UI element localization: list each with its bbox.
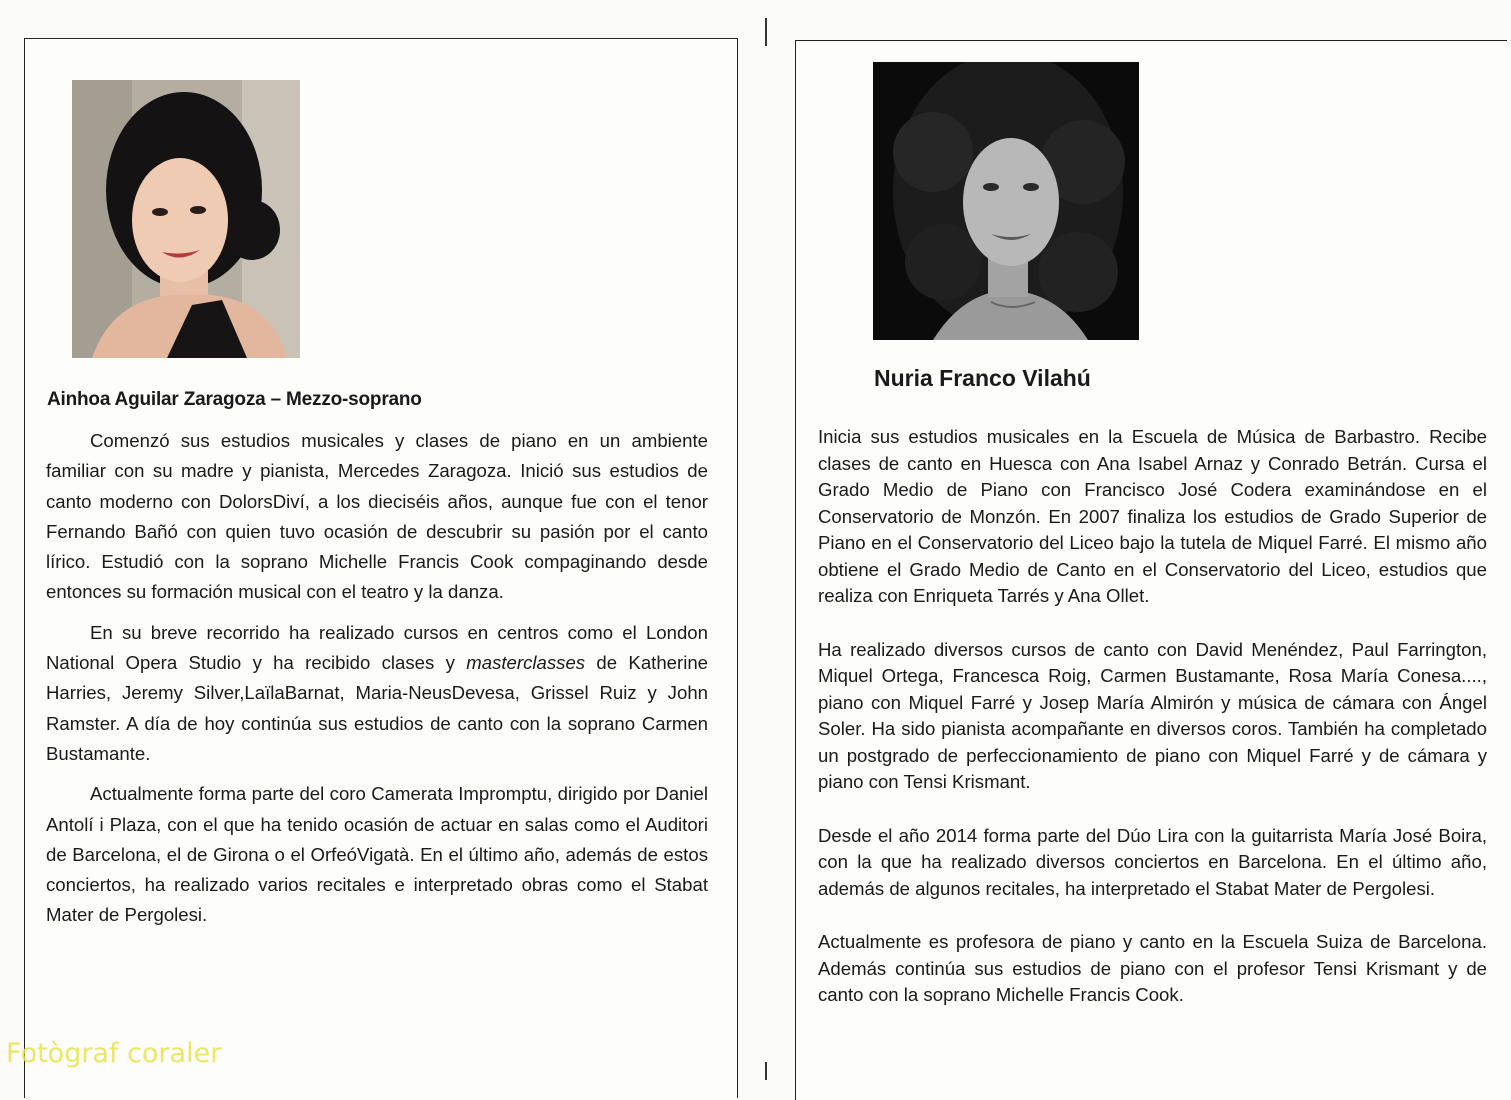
bio-paragraph: Ha realizado diversos cursos de canto con David Menéndez, Paul Farrington, Miquel Ortega, Francesca Roig, Carmen Bustamante, Rosa María Conesa...., piano con Miquel Farré y Josep María Almirón y música de cámara con Ángel Soler. Ha sido pianista acompañante en diversos coros. También ha completado un postgrado de perfeccionamiento de piano con Miquel Farré y de cámara y piano con Tensi Krismant. bbox=[818, 638, 1487, 792]
portrait-photo-ainhoa bbox=[72, 80, 300, 358]
bio-ainhoa bbox=[46, 426, 708, 941]
bio-paragraph: Desde el año 2014 forma parte del Dúo Lira con la guitarrista María José Boira, con la que ha realizado diversos conciertos en Barcelona. En el último año, además de algunos recitales, ha interpretado el Stabat Mater de Pergolesi. bbox=[818, 824, 1487, 899]
bio-paragraph: En su breve recorrido ha realizado cursos en centros como el London National Opera Studio y ha recibido clases y masterclasses de Katherine Harries, Jeremy Silver,LaïlaBarnat, Maria-NeusDevesa, Grissel Ruiz y John Ramster. A día de hoy continúa sus estudios de canto con la soprano Carmen Bustamante. bbox=[46, 621, 709, 764]
heading-ainhoa: Ainhoa Aguilar Zaragoza – Mezzo-soprano bbox=[47, 389, 422, 410]
portrait-photo-nuria bbox=[873, 62, 1139, 340]
bio-paragraph: Actualmente es profesora de piano y canto en la Escuela Suiza de Barcelona. Además continúa sus estudios de piano con el profesor Tensi Krismant y de canto con la soprano Michelle Francis Cook. bbox=[818, 931, 1487, 1005]
fold-mark-top bbox=[765, 18, 767, 46]
bio-paragraph: Inicia sus estudios musicales en la Escuela de Música de Barbastro. Recibe clases de canto en Huesca con Ana Isabel Arnaz y Conrado Betrán. Cursa el Grado Medio de Piano con Francisco José Codera examinándose en el Conservatorio de Monzón. En 2007 finaliza los estudios de Grado Superior de Piano en el Conservatorio del Liceo bajo la tutela de Miquel Farré. El mismo año obtiene el Grado Medio de Canto en el Conservatorio del Liceo, estudios que realiza con Enriqueta Tarrés y Ana Ollet. bbox=[818, 426, 1487, 606]
bio-paragraph: Comenzó sus estudios musicales y clases de piano en un ambiente familiar con su madre y pianista, Mercedes Zaragoza. Inició sus estudios de canto moderno con DolorsDiví, a los dieciséis años, aunque fue con el tenor Fernando Bañó con quien tuvo ocasión de descubrir su pasión por el canto lírico. Estudió con la soprano Michelle Francis Cook compaginando desde entonces su formación musical con el teatro y la danza. bbox=[46, 430, 708, 603]
watermark-text: Fotògraf coraler bbox=[6, 1038, 222, 1069]
bio-paragraph: Actualmente forma parte del coro Camerata Impromptu, dirigido por Daniel Antolí i Plaza, con el que ha tenido ocasión de actuar en salas como el Auditori de Barcelona, el de Girona o el OrfeóVigatà. En el último año, además de estos conciertos, ha realizado varios recitales e interpretado obras como el Stabat Mater de Pergolesi. bbox=[46, 783, 708, 926]
bio-nuria bbox=[818, 424, 1487, 1036]
heading-nuria: Nuria Franco Vilahú bbox=[874, 365, 1091, 391]
fold-mark-bottom bbox=[765, 1062, 767, 1080]
